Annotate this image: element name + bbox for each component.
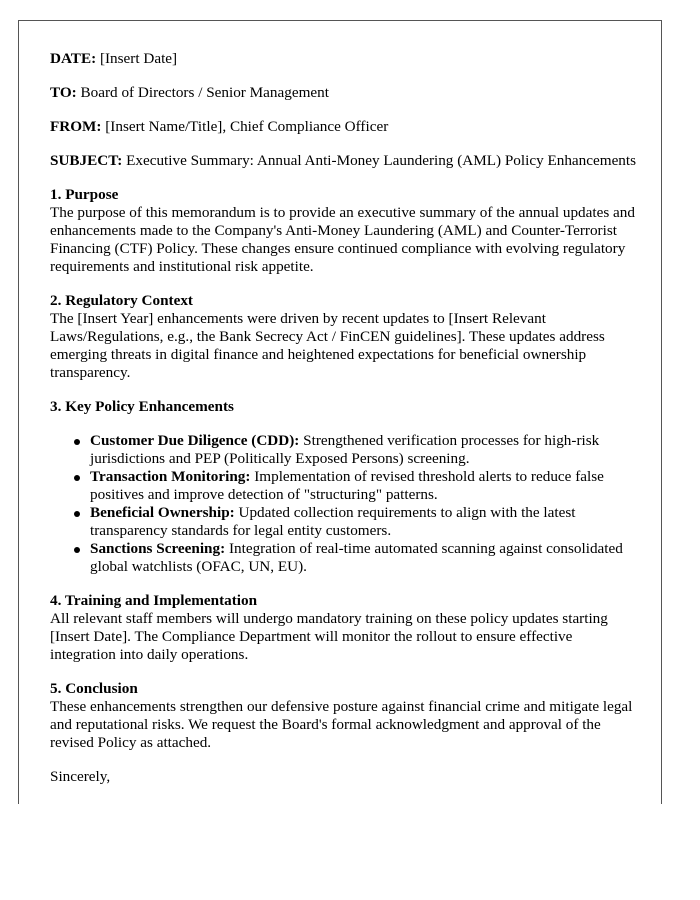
section-title: 3. Key Policy Enhancements (50, 398, 234, 415)
bullet-icon (74, 439, 80, 445)
list-item (90, 432, 640, 468)
section-body: These enhancements strengthen our defensive posture against financial crime and mitigate legal and reputational risks. We request the Board's formal acknowledgment and approval of the revised Policy as attached. (50, 698, 633, 751)
section-body: All relevant staff members will undergo mandatory training on these policy updates starting [Insert Date]. The Compliance Department will monitor the rollout to ensure effective integration into daily operations. (50, 610, 608, 663)
item-term: Sanctions Screening: (90, 540, 226, 557)
item-text: Implementation of revised threshold alerts to reduce false positives and improve detection of "structuring" patterns. (90, 468, 604, 503)
section-training (50, 592, 640, 664)
item-text: Strengthened verification processes for high-risk jurisdictions and PEP (Politically Exposed Persons) screening. (90, 432, 600, 467)
section-body: The purpose of this memorandum is to provide an executive summary of the annual updates and enhancements made to the Company's Anti-Money Laundering (AML) and Counter-Terrorist Financing (CTF) Policy. These changes ensure continued compliance with evolving regulatory requirements and institutional risk appetite. (50, 204, 635, 275)
closing-line: Sincerely, (50, 768, 111, 785)
to-label: TO: (50, 84, 77, 101)
item-text: Integration of real-time automated scanning against consolidated global watchlists (OFAC, UN, EU). (90, 540, 623, 575)
memo-page (18, 20, 662, 804)
list-item (90, 468, 640, 504)
item-text: Updated collection requirements to align with the latest transparency standards for legal entity customers. (90, 504, 576, 539)
item-term: Customer Due Diligence (CDD): (90, 432, 300, 449)
list-item (90, 504, 640, 540)
list-item (90, 540, 640, 576)
item-term: Transaction Monitoring: (90, 468, 251, 485)
section-key-enhancements (50, 398, 640, 576)
section-purpose (50, 186, 640, 276)
date-label: DATE: (50, 50, 97, 67)
subject-line (50, 152, 640, 170)
from-label: FROM: (50, 118, 102, 135)
memo-content (50, 50, 640, 802)
section-regulatory-context (50, 292, 640, 382)
from-line (50, 118, 640, 136)
date-line (50, 50, 640, 68)
section-title: 1. Purpose (50, 186, 119, 203)
section-body: The [Insert Year] enhancements were driven by recent updates to [Insert Relevant Laws/Regulations, e.g., the Bank Secrecy Act / FinCEN guidelines]. These updates address emerging threats in digital finance and heightened expectations for beneficial ownership transparency. (50, 310, 605, 381)
subject-label: SUBJECT: (50, 152, 123, 169)
bullet-icon (74, 475, 80, 481)
subject-value: Executive Summary: Annual Anti-Money Laundering (AML) Policy Enhancements (126, 152, 637, 169)
from-value: [Insert Name/Title], Chief Compliance Officer (105, 118, 389, 135)
bullet-icon (74, 547, 80, 553)
section-title: 4. Training and Implementation (50, 592, 258, 609)
section-conclusion (50, 680, 640, 752)
to-line (50, 84, 640, 102)
to-value: Board of Directors / Senior Management (80, 84, 329, 101)
section-title: 5. Conclusion (50, 680, 138, 697)
section-title: 2. Regulatory Context (50, 292, 193, 309)
enhancements-list (50, 432, 640, 576)
item-term: Beneficial Ownership: (90, 504, 235, 521)
date-value: [Insert Date] (99, 50, 178, 67)
bullet-icon (74, 511, 80, 517)
